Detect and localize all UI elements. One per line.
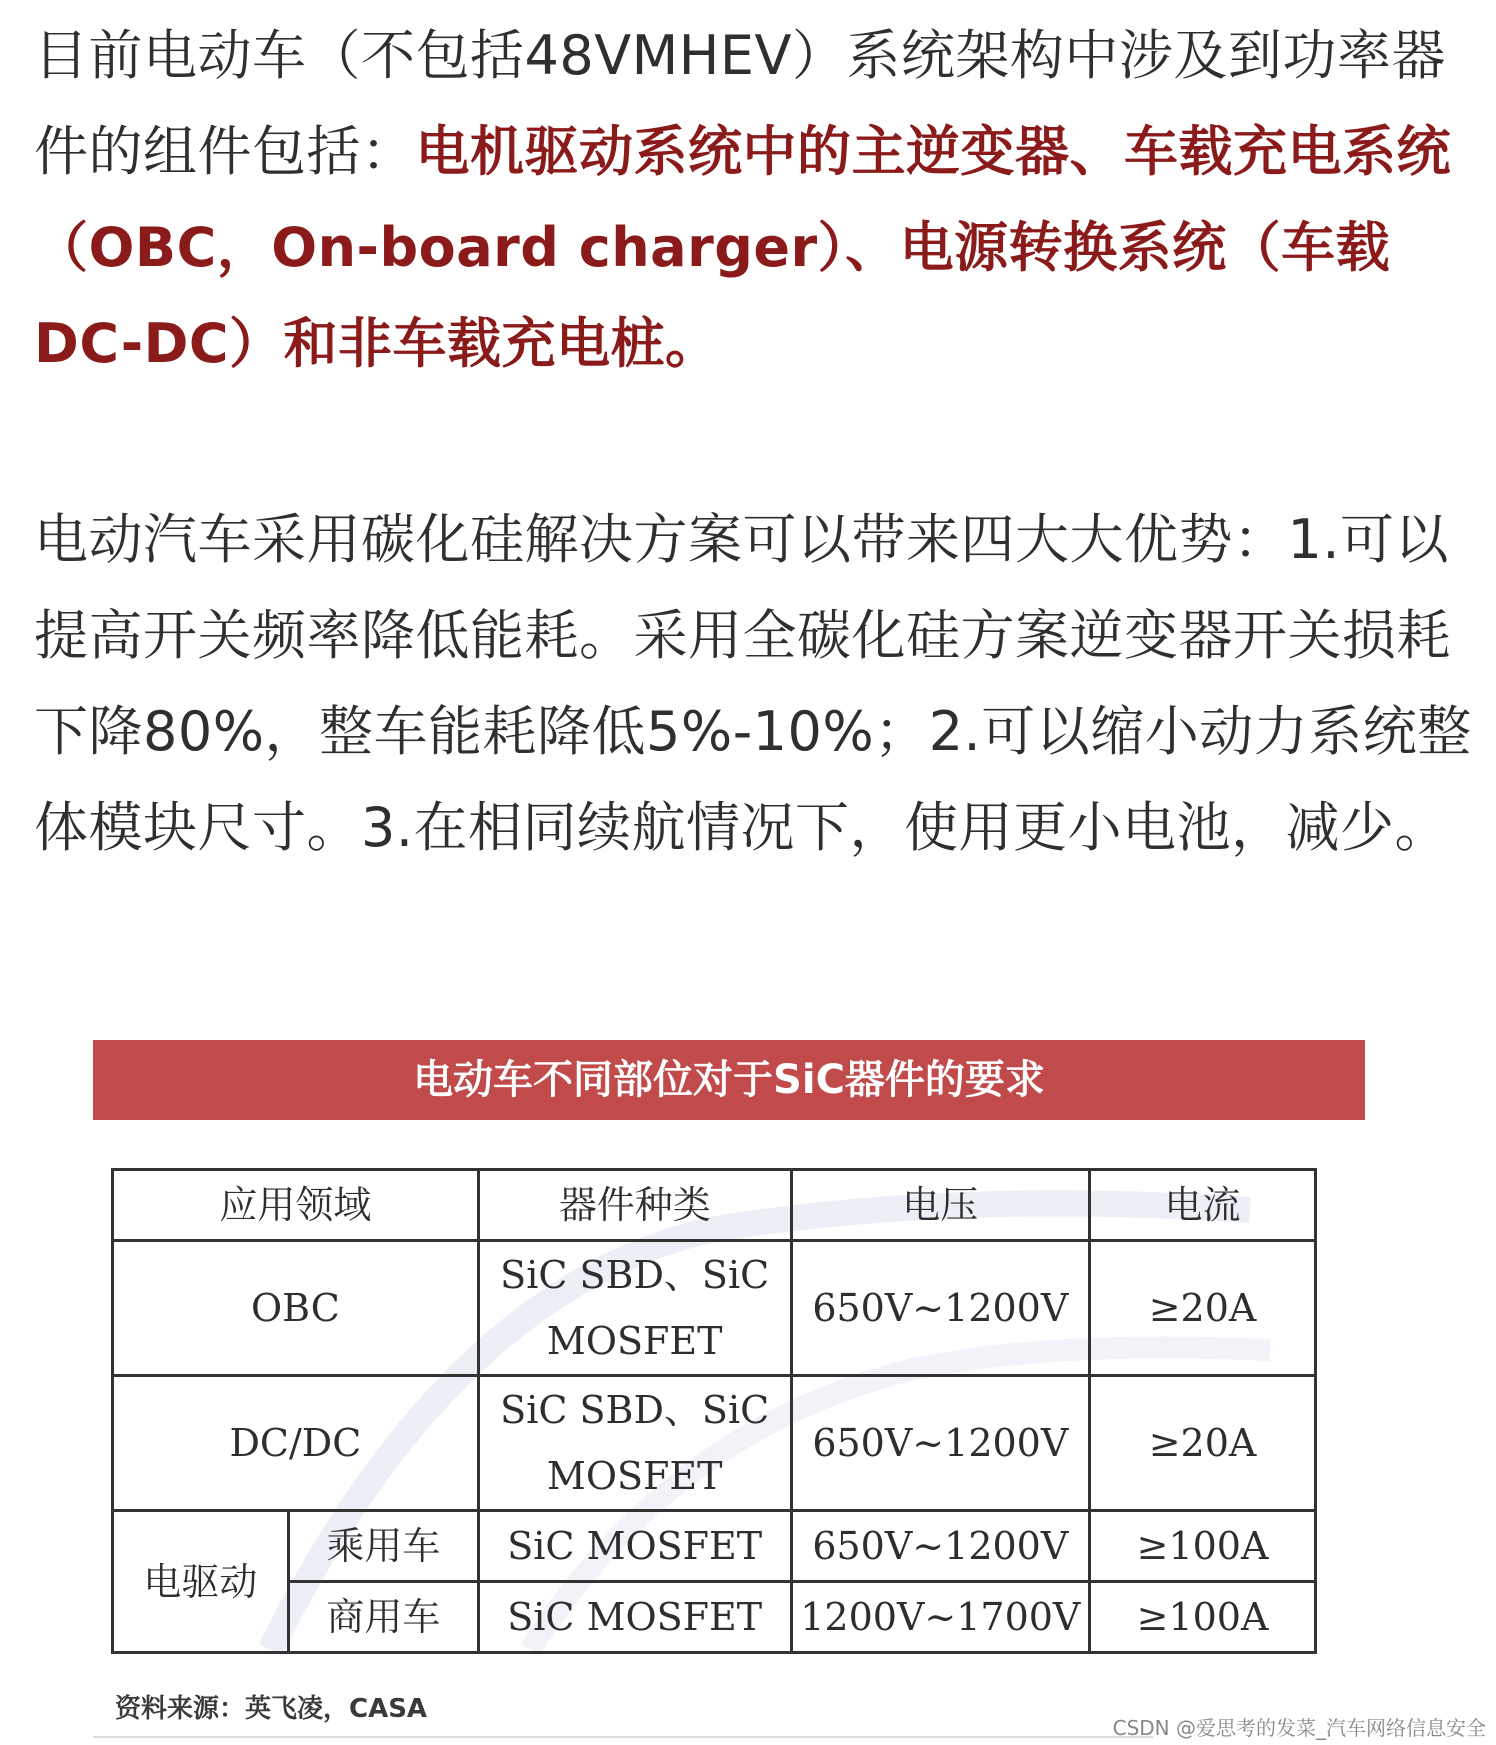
- cell-device-dcdc: SiC SBD、SiC MOSFET: [478, 1376, 791, 1511]
- intro-text: 目前电动车（不包括48VMHEV）系统架构中涉及到功率器件的组件包括：: [34, 24, 1446, 183]
- advantages-paragraph: 电动汽车采用碳化硅解决方案可以带来四大大优势：1.可以提高开关频率降低能耗。采用全碳化硅方案逆变器开关损耗下降80%，整车能耗降低5%-10%；2.可以缩小动力系统整体模块尺寸。3.在相同续航情况下，使用更小电池，减少。: [34, 508, 1472, 859]
- cell-current-obc: ≥20A: [1090, 1241, 1316, 1376]
- cell-domain-drive: 电驱动: [113, 1511, 289, 1653]
- header-domain: 应用领域: [113, 1170, 479, 1241]
- table-row-passenger: [113, 1511, 1316, 1582]
- header-current: 电流: [1090, 1170, 1316, 1241]
- intro-paragraph: [34, 8, 1474, 392]
- table-banner-title: 电动车不同部位对于SiC器件的要求: [93, 1040, 1365, 1120]
- cell-sub-commercial: 商用车: [288, 1582, 478, 1653]
- table-header-row: [113, 1170, 1316, 1241]
- cell-device-commercial: SiC MOSFET: [478, 1582, 791, 1653]
- cell-domain-dcdc: DC/DC: [113, 1376, 479, 1511]
- cell-voltage-obc: 650V~1200V: [791, 1241, 1089, 1376]
- cell-sub-passenger: 乘用车: [288, 1511, 478, 1582]
- cell-voltage-passenger: 650V~1200V: [791, 1511, 1089, 1582]
- table-row-commercial: [113, 1582, 1316, 1653]
- table-row-dcdc: [113, 1376, 1316, 1511]
- source-note: 资料来源：英飞凌，CASA: [115, 1694, 428, 1724]
- sic-requirements-table: [111, 1168, 1317, 1654]
- cell-device-obc: SiC SBD、SiC MOSFET: [478, 1241, 791, 1376]
- source-divider: [93, 1736, 1153, 1738]
- cell-device-passenger: SiC MOSFET: [478, 1511, 791, 1582]
- cell-current-passenger: ≥100A: [1090, 1511, 1316, 1582]
- csdn-credit: CSDN @爱思考的发菜_汽车网络信息安全: [1112, 1716, 1486, 1740]
- header-voltage: 电压: [791, 1170, 1089, 1241]
- cell-current-dcdc: ≥20A: [1090, 1376, 1316, 1511]
- cell-voltage-commercial: 1200V~1700V: [791, 1582, 1089, 1653]
- table-row-obc: [113, 1241, 1316, 1376]
- cell-voltage-dcdc: 650V~1200V: [791, 1376, 1089, 1511]
- cell-domain-obc: OBC: [113, 1241, 479, 1376]
- highlight-text: 电机驱动系统中的主逆变器、车载充电系统（OBC，On-board charger）、电源转换系统（车载DC-DC）和非车载充电桩。: [34, 120, 1451, 375]
- cell-current-commercial: ≥100A: [1090, 1582, 1316, 1653]
- header-device: 器件种类: [478, 1170, 791, 1241]
